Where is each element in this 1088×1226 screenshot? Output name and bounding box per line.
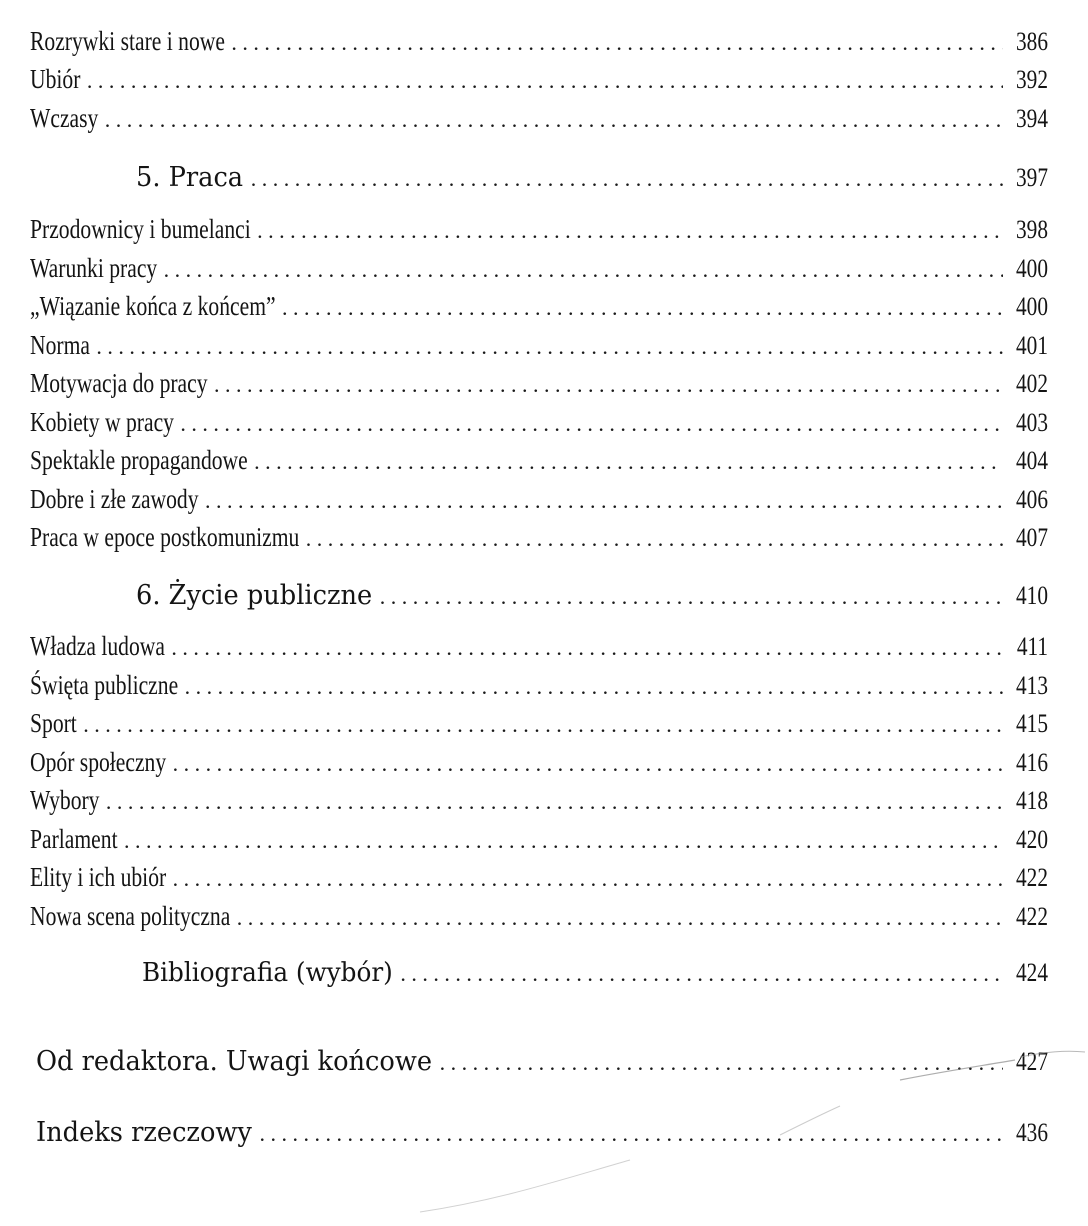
dot-leader [185, 676, 1003, 698]
dot-leader [83, 714, 1003, 736]
toc-page-number: 400 [1016, 292, 1048, 321]
toc-entry-title: Dobre i złe zawody [30, 484, 199, 514]
toc-page-number: 436 [1016, 1118, 1048, 1147]
toc-page-number: 420 [1016, 825, 1048, 854]
dot-leader [105, 109, 1003, 131]
dot-leader [440, 1052, 1003, 1074]
toc-entry-title: Warunki pracy [30, 253, 158, 283]
toc-page-number: 422 [1016, 902, 1048, 931]
toc-entry-title: Parlament [30, 824, 118, 854]
dot-leader [205, 490, 1003, 512]
toc-entry-kobiety [30, 407, 1048, 438]
toc-chapter-title: Indeks rzeczowy [36, 1117, 252, 1148]
dot-leader [237, 907, 1003, 929]
toc-page-number: 410 [1016, 581, 1048, 610]
toc-entry-elity [30, 862, 1048, 893]
dot-leader [173, 753, 1003, 775]
toc-page-number: 403 [1016, 408, 1048, 437]
toc-entry-warunki-pracy [30, 253, 1048, 284]
toc-chapter-title: 6. Życie publiczne [136, 580, 373, 611]
toc-page-number: 404 [1016, 446, 1048, 475]
toc-entry-title: Sport [30, 708, 77, 738]
dot-leader [259, 1123, 1003, 1145]
toc-page-number: 422 [1016, 863, 1048, 892]
toc-page-number: 398 [1016, 215, 1048, 244]
toc-entry-przodownicy [30, 214, 1048, 245]
toc-entry-spektakle [30, 445, 1048, 476]
toc-entry-title: Ubiór [30, 64, 81, 94]
toc-entry-ubior [30, 64, 1048, 95]
dot-leader [173, 868, 1003, 890]
toc-entry-title: Władza ludowa [30, 631, 165, 661]
toc-entry-wybory [30, 785, 1048, 816]
toc-chapter-praca [136, 162, 1048, 193]
toc-page-number: 402 [1016, 369, 1048, 398]
toc-page-number: 406 [1016, 485, 1048, 514]
dot-leader [380, 586, 1003, 608]
toc-entry-wczasy [30, 103, 1048, 134]
dot-leader [96, 336, 1003, 358]
toc-entry-motywacja [30, 368, 1048, 399]
toc-page-number: 400 [1016, 254, 1048, 283]
toc-entry-swieta [30, 670, 1048, 701]
toc-entry-zawody [30, 484, 1048, 515]
dot-leader [164, 259, 1003, 281]
toc-page-number: 407 [1016, 523, 1048, 552]
toc-entry-title: Kobiety w pracy [30, 407, 174, 437]
toc-page-number: 397 [1016, 163, 1048, 192]
toc-entry-od-redaktora [36, 1046, 1048, 1077]
dot-leader [251, 168, 1003, 190]
toc-entry-title: Opór społeczny [30, 747, 167, 777]
toc-entry-title: Norma [30, 330, 90, 360]
dot-leader [231, 32, 1003, 54]
toc-entry-title: Święta publiczne [30, 670, 179, 700]
dot-leader [254, 451, 1003, 473]
toc-entry-title: Przodownicy i bumelanci [30, 214, 251, 244]
toc-page-number: 394 [1016, 104, 1048, 133]
toc-entry-sport [30, 708, 1048, 739]
toc-page-number: 401 [1016, 331, 1048, 360]
toc-entry-title: Praca w epoce postkomunizmu [30, 522, 300, 552]
toc-page-number: 418 [1016, 786, 1048, 815]
toc-entry-wladza [30, 631, 1048, 662]
dot-leader [106, 791, 1003, 813]
toc-chapter-zycie-publiczne [136, 580, 1048, 611]
toc-entry-title: Elity i ich ubiór [30, 862, 167, 892]
toc-page-number: 415 [1016, 709, 1048, 738]
toc-entry-indeks [36, 1117, 1048, 1148]
dot-leader [257, 220, 1003, 242]
toc-entry-title: „Wiązanie końca z końcem” [30, 291, 276, 321]
toc-page-number: 427 [1016, 1047, 1048, 1076]
dot-leader [180, 413, 1003, 435]
toc-chapter-title: Bibliografia (wybór) [142, 958, 393, 988]
toc-page-number: 416 [1016, 748, 1048, 777]
dot-leader [171, 637, 1004, 659]
dot-leader [124, 830, 1003, 852]
toc-entry-rozrywki [30, 26, 1048, 57]
toc-page-number: 424 [1016, 958, 1048, 987]
toc-entry-title: Wczasy [30, 103, 99, 133]
toc-entry-norma [30, 330, 1048, 361]
toc-entry-opor [30, 747, 1048, 778]
toc-entry-postkomunizm [30, 522, 1048, 553]
toc-chapter-title: 5. Praca [136, 162, 244, 193]
dot-leader [87, 70, 1003, 92]
toc-entry-title: Rozrywki stare i nowe [30, 26, 225, 56]
toc-page-number: 413 [1016, 671, 1048, 700]
toc-entry-bibliografia [142, 958, 1048, 988]
toc-entry-title: Spektakle propagandowe [30, 445, 248, 475]
dot-leader [306, 528, 1003, 550]
toc-chapter-title: Od redaktora. Uwagi końcowe [36, 1046, 433, 1077]
dot-leader [400, 963, 1003, 985]
toc-entry-title: Wybory [30, 785, 100, 815]
toc-page-number: 392 [1016, 65, 1048, 94]
toc-page-number: 386 [1016, 27, 1048, 56]
toc-entry-title: Nowa scena polityczna [30, 901, 231, 931]
dot-leader [282, 297, 1003, 319]
toc-page-number: 411 [1016, 632, 1048, 661]
dot-leader [214, 374, 1003, 396]
toc-entry-nowa-scena [30, 901, 1048, 932]
toc-entry-wiazanie [30, 291, 1048, 322]
toc-entry-parlament [30, 824, 1048, 855]
toc-entry-title: Motywacja do pracy [30, 368, 208, 398]
